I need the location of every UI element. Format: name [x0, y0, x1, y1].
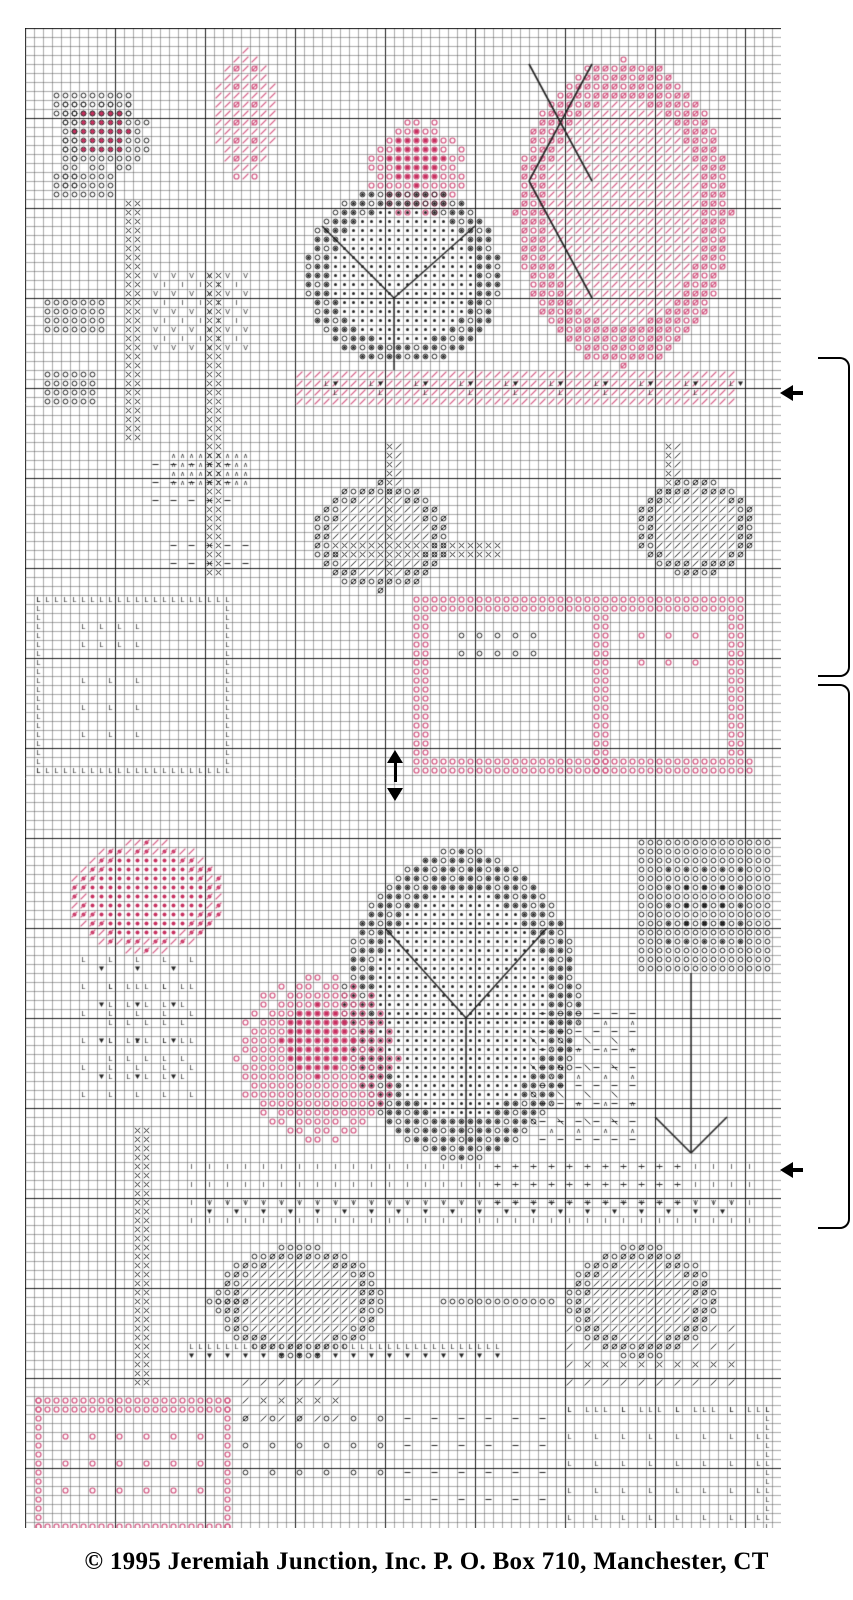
bracket-section-lower: [818, 684, 850, 1229]
center-column-marker-down: [387, 788, 403, 801]
bracket-section-upper: [818, 357, 850, 677]
center-column-stem: [394, 760, 397, 782]
center-row-marker-top: [780, 385, 793, 401]
stitch-chart-canvas: [25, 28, 781, 1528]
footer-text: © 1995 Jeremiah Junction, Inc. P. O. Box 710, Manchester, CT: [84, 1548, 769, 1575]
stitch-chart: [25, 28, 781, 1528]
center-row-marker-bottom: [780, 1162, 793, 1178]
center-column-marker-up: [387, 750, 403, 763]
copyright-footer: [0, 1548, 853, 1576]
